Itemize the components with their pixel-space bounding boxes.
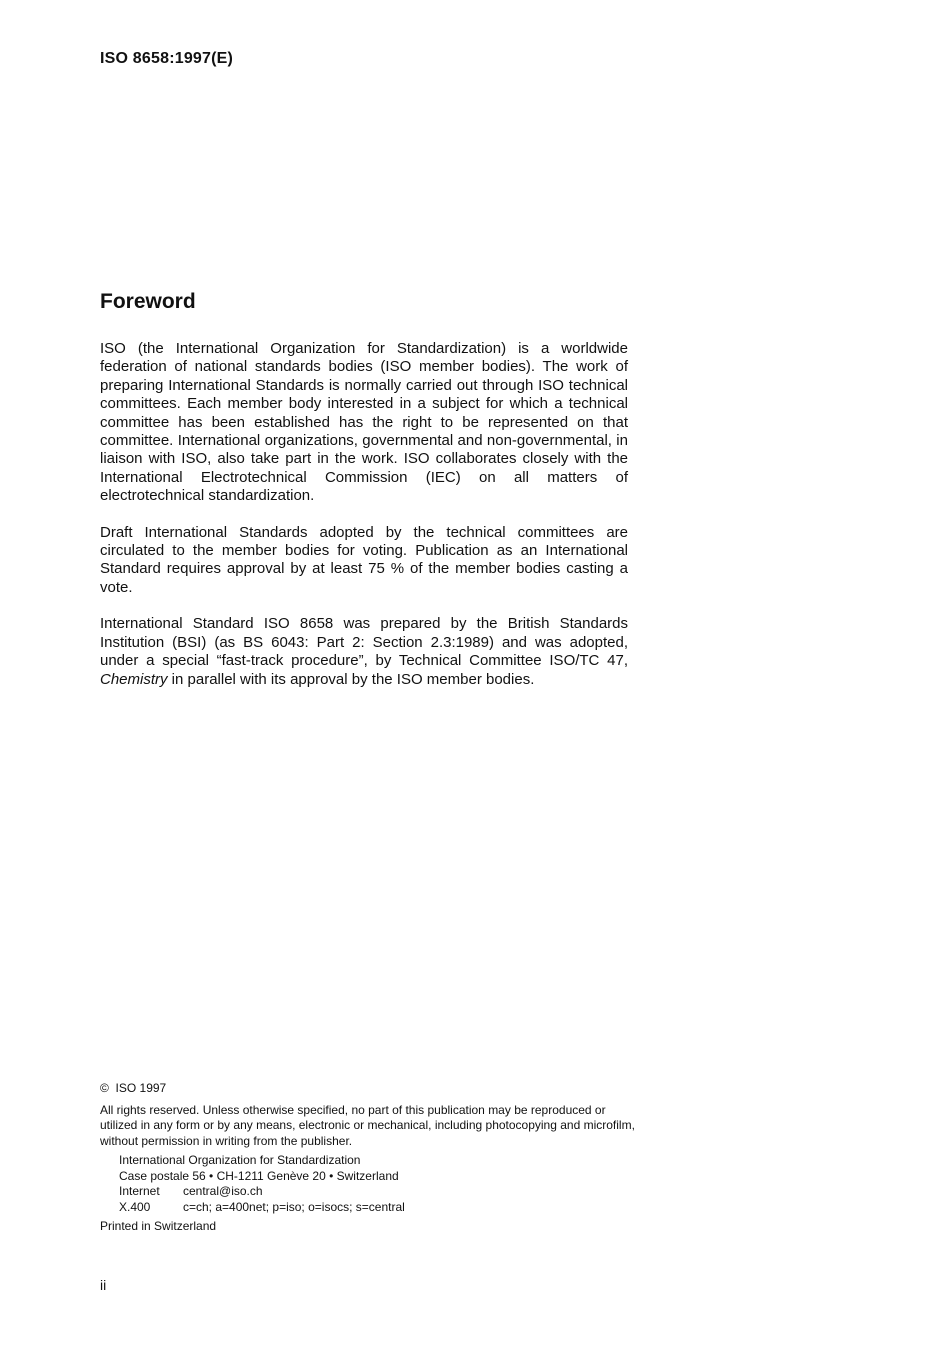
committee-name: Chemistry — [100, 670, 168, 688]
copyright-block — [100, 1081, 640, 1235]
x400-row — [119, 1200, 640, 1216]
internet-label: Internet — [119, 1184, 160, 1198]
section-title: Foreword — [100, 290, 196, 313]
printed-in: Printed in Switzerland — [100, 1219, 217, 1233]
page-number: ii — [100, 1277, 107, 1293]
document-id: ISO 8658:1997(E) — [100, 50, 234, 67]
x400-value: c=ch; a=400net; p=iso; o=isocs; s=central — [183, 1199, 405, 1214]
copyright-line — [100, 1081, 640, 1097]
foreword-paragraph-3 — [100, 615, 628, 689]
copyright-year: ISO 1997 — [115, 1081, 167, 1095]
foreword-body — [100, 340, 628, 707]
publisher-name: International Organization for Standardization — [119, 1153, 361, 1167]
internet-row — [119, 1184, 640, 1200]
paragraph-3-text-start: International Standard ISO 8658 was prepared by the British Standards Institution (BSI) (as BS 6043: Part 2: Section 2.3:1989) and was adopted, under a special “fast-track procedure”, by Technical Committee ISO/TC 47, — [100, 615, 628, 670]
foreword-paragraph-2: Draft International Standards adopted by the technical committees are circulated to the member bodies for voting. Publication as an International Standard requires approval by at least 75 % of the member bodies casting a vote. — [100, 523, 628, 596]
publisher-address — [100, 1153, 640, 1215]
postal-address: Case postale 56 • CH-1211 Genève 20 • Switzerland — [119, 1168, 399, 1183]
rights-notice: All rights reserved. Unless otherwise specified, no part of this publication may be reproduced or utilized in any form or by any means, electronic or mechanical, including photocopying and microfilm, without permission in writing from the publisher. — [100, 1102, 635, 1148]
copyright-symbol: © — [100, 1081, 109, 1095]
foreword-paragraph-1: ISO (the International Organization for Standardization) is a worldwide federation of national standards bodies (ISO member bodies). The work of preparing International Standards is normally carried out through ISO technical committees. Each member body interested in a subject for which a technical committee has been established has the right to be represented on that committee. International organizations, governmental and non-governmental, in liaison with ISO, also take part in the work. ISO collaborates closely with the International Electrotechnical Commission (IEC) on all matters of electrotechnical standardization. — [100, 340, 628, 505]
paragraph-3-text-end: in parallel with its approval by the ISO member bodies. — [167, 670, 535, 688]
x400-label: X.400 — [119, 1199, 151, 1214]
internet-value: central@iso.ch — [183, 1184, 263, 1198]
